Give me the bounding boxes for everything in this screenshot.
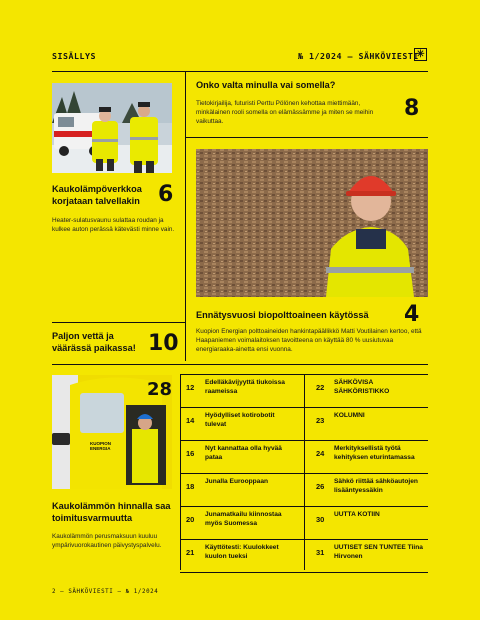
biofuel-photo xyxy=(196,149,428,297)
somella-title[interactable]: Onko valta minulla vai somella? xyxy=(196,80,336,90)
hinnalla-title[interactable]: Kaukolämmön hinnalla saa toimitusvarmuutta xyxy=(52,501,171,523)
toc-page-number: 12 xyxy=(186,383,195,392)
toc-page-number: 23 xyxy=(316,416,325,425)
column-divider xyxy=(185,71,186,361)
brand-logo-icon: ✳ xyxy=(414,48,427,61)
biopolttoaine-title[interactable]: Ennätysvuosi biopolttoaineen käytössä xyxy=(196,310,369,320)
toc-entry-title[interactable]: Nyt kannattaa olla hyvää pataa xyxy=(205,445,282,461)
toc-entry-title[interactable]: Edelläkävijyyttä tiukoissa raameissa xyxy=(205,379,285,395)
toc-entry-title[interactable]: Junamatkailu kiinnostaa myös Suomessa xyxy=(205,511,282,527)
divider-somella xyxy=(185,137,428,138)
biopolttoaine-page: 4 xyxy=(404,302,420,327)
toc-entry-title[interactable]: SÄHKÖVISA SÄHKÖRISTIKKO xyxy=(334,379,390,395)
toc-row-divider xyxy=(180,572,428,573)
kaukolampoverkko-title[interactable]: Kaukolämpöverkkoa korjataan talvellakin xyxy=(52,184,142,206)
toc-page-number: 30 xyxy=(316,515,325,524)
toc-entry-title[interactable]: Hyödylliset kotirobotit tulevat xyxy=(205,412,275,428)
divider-mid xyxy=(52,364,428,365)
van-logo-text: KUOPION ENERGIA xyxy=(90,441,112,451)
toc-center-border xyxy=(304,374,305,570)
toc-entry-title[interactable]: Käyttötesti: Kuulokkeet kuulon tueksi xyxy=(205,544,279,560)
toc-page-number: 16 xyxy=(186,449,195,458)
toc-entry-title[interactable]: UUTTA KOTIIN xyxy=(334,511,380,518)
workers-photo xyxy=(52,83,172,173)
toc-entry-title[interactable]: UUTISET SEN TUNTEE Tiina Hirvonen xyxy=(334,544,423,560)
toc-row-divider xyxy=(180,473,428,474)
toc-row-divider xyxy=(180,539,428,540)
hinnalla-body: Kaukolämmön perusmaksuun kuuluu ympärivuorokautinen päivystyspalvelu. xyxy=(52,533,162,549)
somella-body: Tietokirjailija, futuristi Perttu Pölönen kehottaa miettimään, minkälainen rooli somella on elämässämme ja miten se meihin vaikuttaa. xyxy=(196,100,374,125)
toc-row-divider xyxy=(180,407,428,408)
toc-entry-title[interactable]: Sähkö riittää sähköautojen lisääntyessäkin xyxy=(334,478,418,494)
toc-entry-title[interactable]: Merkityksellistä työtä kehityksen eturintamassa xyxy=(334,445,415,461)
kaukolampoverkko-body: Heater-sulatusvaunu sulattaa roudan ja kulkee auton perässä kätevästi minne vain. xyxy=(52,217,175,233)
toc-page-number: 26 xyxy=(316,482,325,491)
toc-page-number: 21 xyxy=(186,548,195,557)
kaukolampoverkko-page: 6 xyxy=(158,182,174,207)
vetta-page: 10 xyxy=(148,331,179,356)
toc-entry-title[interactable]: KOLUMNI xyxy=(334,412,365,419)
toc-row-divider xyxy=(180,506,428,507)
issue-label: № 1/2024 — SÄHKÖVIESTI xyxy=(298,51,419,61)
toc-page-number: 22 xyxy=(316,383,325,392)
toc-row-divider xyxy=(180,440,428,441)
toc-page-number: 24 xyxy=(316,449,325,458)
somella-page: 8 xyxy=(404,96,420,121)
hinnalla-page: 28 xyxy=(147,379,173,400)
toc-page-number: 14 xyxy=(186,416,195,425)
biopolttoaine-body: Kuopion Energian polttoaineiden hankintapäällikkö Matti Voutilainen kertoo, että Haapaniemen voimalaitoksen tavoitteena on käyttää 80 % uusiutuvaa energiaraaka-ainetta ensi vuonna. xyxy=(196,328,422,353)
header-divider xyxy=(52,71,428,72)
toc-left-border xyxy=(180,374,181,570)
section-label: SISÄLLYS xyxy=(52,51,96,61)
toc-entry-title[interactable]: Junalla Eurooppaan xyxy=(205,478,269,485)
toc-row-divider xyxy=(180,374,428,375)
divider-vetta-top xyxy=(52,322,185,323)
vetta-title[interactable]: Paljon vettä ja väärässä paikassa! xyxy=(52,331,136,353)
toc-page-number: 18 xyxy=(186,482,195,491)
toc-page-number: 31 xyxy=(316,548,325,557)
toc-page-number: 20 xyxy=(186,515,195,524)
footer-label: 2 — SÄHKÖVIESTI — № 1/2024 xyxy=(52,589,159,595)
